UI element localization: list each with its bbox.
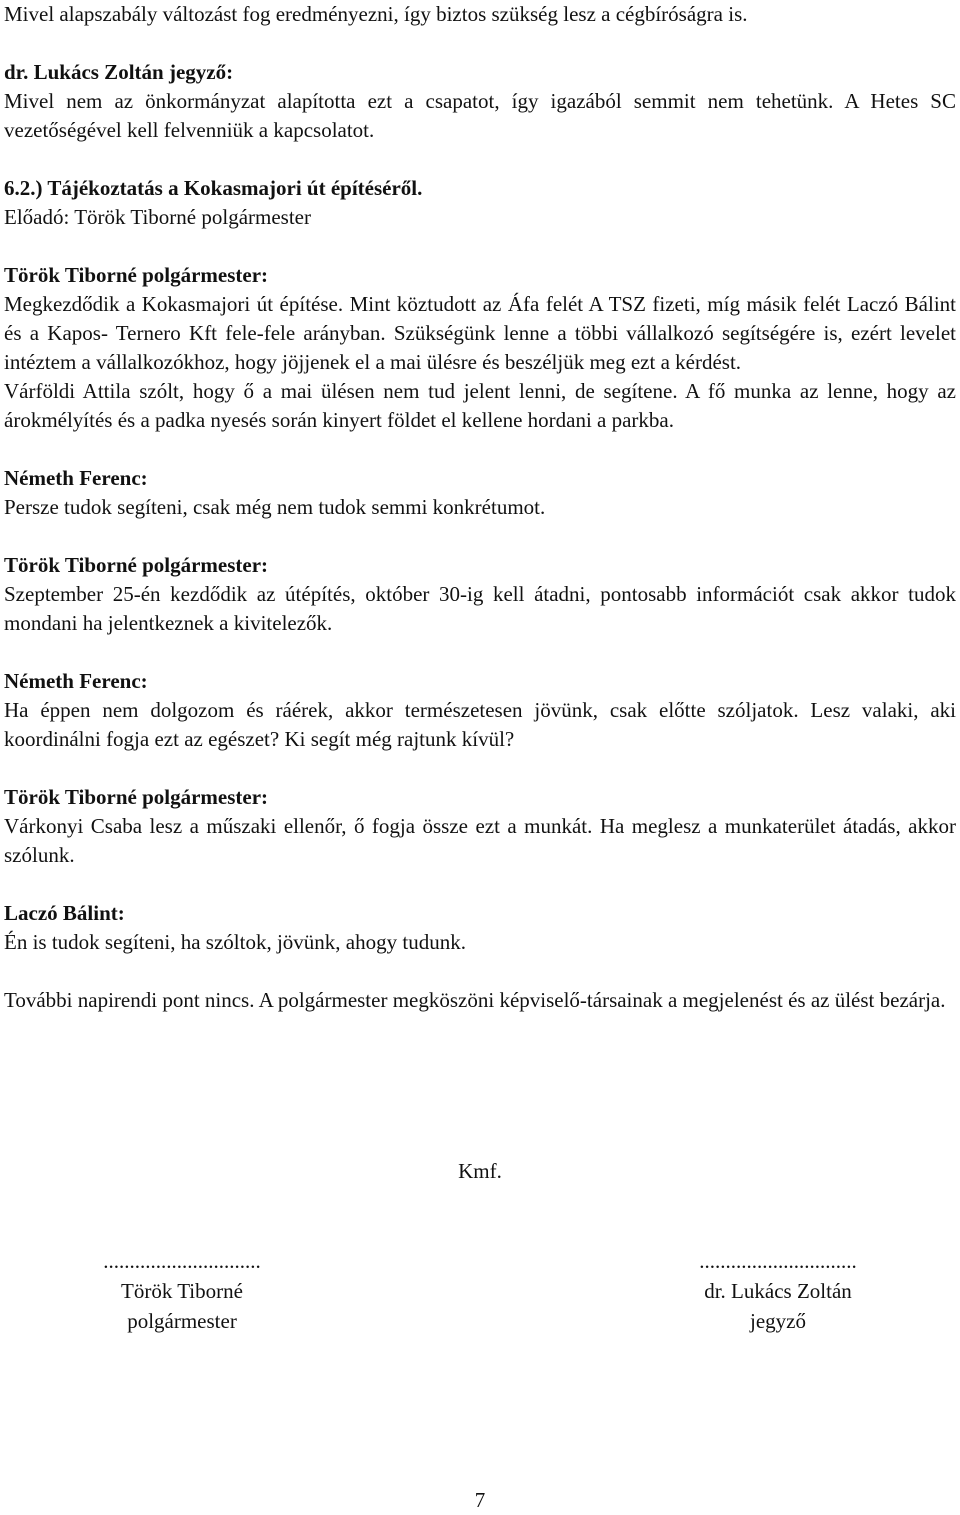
paragraph-polgarmester-3: Várkonyi Csaba lesz a műszaki ellenőr, ő fogja össze ezt a munkát. Ha meglesz a munkaterület átadás, akkor szólunk. xyxy=(4,814,956,867)
paragraph-nemeth-2: Ha éppen nem dolgozom és ráérek, akkor természetesen jövünk, csak előtte szóljatok. Lesz valaki, aki koordinálni fogja ezt az egészet? Ki segít még rajtunk kívül? xyxy=(4,698,956,751)
paragraph-nemeth-1: Persze tudok segíteni, csak még nem tudok semmi konkrétumot. xyxy=(4,495,546,519)
page-number: 7 xyxy=(474,1488,486,1512)
speaker-laczo: Laczó Bálint: xyxy=(4,901,125,925)
signature-line: .............................. xyxy=(699,1249,857,1273)
paragraph-polgarmester-1a: Megkezdődik a Kokasmajori út építése. Mint köztudott az Áfa felét A TSZ fizeti, míg másik felét Laczó Bálint és a Kapos- Ternero Kft fele-fele arányban. Szükségünk lenne a többi vállalkozó segítségére is, ezért levelet intéztem a vállalkozókhoz, hogy jöjjenek el a mai ülésre és beszéljük meg ezt a kérdést. xyxy=(4,292,956,374)
speaker-nemeth-2: Németh Ferenc: xyxy=(4,669,148,693)
paragraph-polgarmester-2: Szeptember 25-én kezdődik az útépítés, október 30-ig kell átadni, pontosabb információt csak akkor tudok mondani ha jelentkeznek a kivitelezők. xyxy=(4,582,956,635)
minutes-body xyxy=(4,0,956,1015)
signature-name: Török Tiborné xyxy=(121,1279,243,1303)
speaker-nemeth-1: Németh Ferenc: xyxy=(4,466,148,490)
kmf-label: Kmf. xyxy=(458,1159,502,1183)
signature-block-notary xyxy=(628,1246,928,1336)
speaker-polgarmester-3: Török Tiborné polgármester: xyxy=(4,785,269,809)
paragraph-polgarmester-1b: Várföldi Attila szólt, hogy ő a mai ülésen nem tud jelent lenni, de segítene. A fő munka az lenne, hogy az árokmélyítés és a padka nyesés során kinyert földet el kellene hordani a parkba. xyxy=(4,379,956,432)
paragraph-laczo: Én is tudok segíteni, ha szóltok, jövünk, ahogy tudunk. xyxy=(4,930,466,954)
signature-role: jegyző xyxy=(750,1309,806,1333)
paragraph-intro: Mivel alapszabály változást fog eredményezni, így biztos szükség lesz a cégbíróságra is. xyxy=(4,2,748,26)
speaker-polgarmester-1: Török Tiborné polgármester: xyxy=(4,263,269,287)
speaker-polgarmester-2: Török Tiborné polgármester: xyxy=(4,553,269,577)
section-title: 6.2.) Tájékoztatás a Kokasmajori út építéséről. xyxy=(4,176,423,200)
signature-role: polgármester xyxy=(127,1309,237,1333)
signature-line: .............................. xyxy=(103,1249,261,1273)
paragraph-closing: További napirendi pont nincs. A polgármester megköszöni képviselő-társainak a megjelenést és az ülést bezárja. xyxy=(4,988,946,1012)
speaker-jegyzo: dr. Lukács Zoltán jegyző: xyxy=(4,60,234,84)
presenter-line: Előadó: Török Tiborné polgármester xyxy=(4,205,311,229)
signature-block-mayor xyxy=(32,1246,332,1336)
paragraph-jegyzo: Mivel nem az önkormányzat alapította ezt a csapatot, így igazából semmit nem tehetünk. A Hetes SC vezetőségével kell felvenniük a kapcsolatot. xyxy=(4,89,956,142)
signature-name: dr. Lukács Zoltán xyxy=(704,1279,852,1303)
